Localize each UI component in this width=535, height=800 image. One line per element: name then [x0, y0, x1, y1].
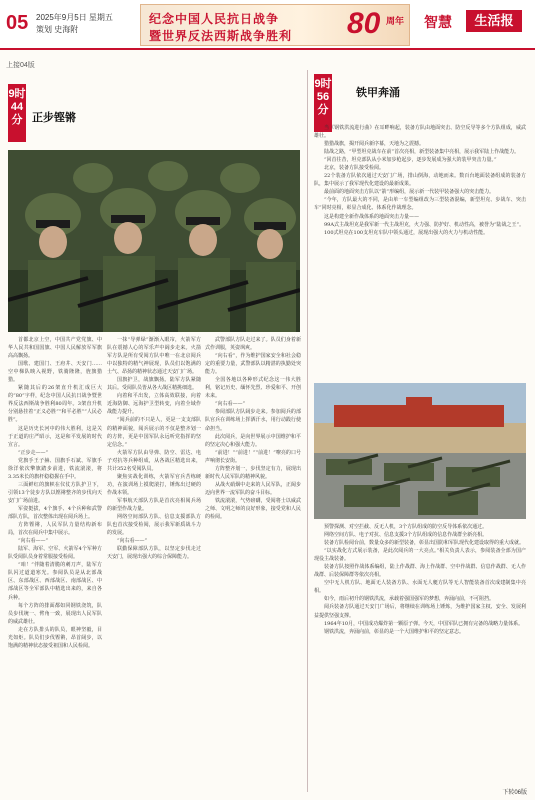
paragraph: “向右看——” — [18, 538, 49, 545]
paragraph: 方阵铿锵，人民军队力量结构新布局，首次在阅兵中集中展示。 — [8, 522, 102, 537]
banner-line1: 纪念中国人民抗日战争 — [149, 12, 280, 26]
paragraph: 空中无人机方队、地面无人装备方队、水面无人艇方队等无人智能装备首次成建制集中亮相。 — [314, 580, 526, 595]
paragraph: 参阅部队方队阔步走来。参加阅兵的部队官兵在训练场上挥洒汗水，用行动践行使命担当。 — [205, 409, 301, 432]
paragraph: “以实战化方式展示装备，是此次阅兵的一大亮点。”相关负责人表示，参阅装备全部为国产现役主战装备。 — [314, 548, 526, 563]
right-article-top — [314, 124, 526, 380]
paragraph: 走在方队排头的队员，眼神坚毅，目光如炬。队员们步伐铿锵，昂首阔步，以饱满的精神状态接受祖国和人民检阅。 — [8, 626, 102, 649]
paragraph: 党旗手王子赫、国旗手石斌、军旗手徐洋依次擎旗踏步前进，铁流滚滚，将3.35米长的旗杆稳稳握在手中。 — [8, 457, 102, 480]
paragraph: 国旗护卫，战旗飘扬。陆军方队紧随其后。受阅队员皆从各大战区精挑细选。 — [107, 377, 201, 392]
time-label-left: 9时44分 — [8, 84, 26, 142]
paragraph: 此次阅兵，是向世界展示中国维护和平的坚定决心和强大能力。 — [205, 433, 301, 448]
paragraph: “向右看——” — [117, 538, 148, 545]
tanks-illustration — [314, 383, 526, 519]
paragraph: 向着和平出发，立体高效联接，向着近海防御、远海护卫型转变，向着全域作战能力提升。 — [107, 393, 201, 416]
continued-note: 下转06版 — [502, 790, 527, 796]
paragraph: 每个方阵的排面都如同钢铁浇筑，队员步伐统一、臂角一致，展现出人民军队的威武雄壮。 — [8, 602, 102, 625]
paragraph: 三面鲜红的旗帜在仪仗方队护卫下，引领13个徒步方队以铿锵整齐的步伐向天安门广场前进。 — [8, 481, 102, 504]
anniversary-banner — [140, 4, 410, 46]
headline-right: 铁甲奔涌 — [356, 87, 400, 99]
paragraph: 陆军、海军、空军、火箭军4个军种方队受阅队员身着常服接受检阅。 — [8, 546, 102, 561]
paragraph: 北京，装备方队接受检阅。 — [324, 165, 385, 172]
dateline — [36, 12, 113, 36]
paragraph: “今年，方队最大的不同，是由单一车型编组改为三型装备混编，新型坦克、步战车、突击车”同时亮相，彰显合成化、体系化作战理念。 — [314, 197, 526, 212]
paragraph: “向右看——” — [215, 401, 246, 408]
paragraph: “回首往昔，坦克部队从小米加步枪起步，逐步发展成为强大的装甲突击力量。” — [324, 157, 497, 164]
date: 2025年9月5日 星期五 — [36, 13, 113, 22]
paragraph: 从战火硝烟中走来的人民军队，正阔步迈向世界一流军队的奋斗目标。 — [205, 481, 301, 496]
paragraph: 100式坦克在100支坦克车队中领头通过，展现出强大的火力与机动性能。 — [324, 229, 489, 236]
paragraph: 99A式主战坦克是我军新一代主战坦克，火力强、防护好、机动性高，被誉为“陆战之王”。 — [324, 221, 525, 228]
paragraph: 聚焦实战化训练，火箭军官兵苦练硬功，在演训场上摸爬滚打，锤炼出过硬的作战本领。 — [107, 473, 201, 496]
brand-left: 智慧 — [424, 14, 452, 30]
paragraph: 最前面的地面突击方队以“箭”形编组，展示新一代装甲装备强大的突击能力。 — [324, 189, 495, 196]
paragraph: 陆战之路，“甲型坦克战车在前”首次亮相，新型装备集中亮相，展示我军陆上作战能力。 — [324, 149, 520, 156]
paragraph: 装备方队按照作战体系编组，陆上作战群、海上作战群、空中作战群、信息作战群、无人作战群、后装保障群等依次亮相。 — [314, 564, 526, 579]
left-article-column-2 — [107, 336, 201, 794]
paragraph: 装备方队检阅台前，数量众多的新型装备，彰显出国防和军队现代化建设取得的重大成就。 — [324, 540, 525, 547]
banner-suffix: 周年 — [386, 16, 405, 26]
paragraph: 这是构建全新作战体系的地面突击力量—— — [324, 213, 420, 220]
paragraph: 联勤保障部队方队，以坚定步伐走过天安门，展现出强大的综合保障能力。 — [107, 546, 201, 561]
paragraph: “正步走——” — [18, 449, 49, 456]
left-article-column-1 — [8, 336, 102, 794]
paragraph: 铁流滚滚，气势磅礴，受阅将士以威武之师、文明之师的良好形象，接受党和人民的检阅。 — [205, 497, 301, 521]
paragraph: 方阵整齐划一，步伐坚定有力，展现出新时代人民军队的精神风貌。 — [205, 465, 301, 480]
paragraph: “阅兵前的不只是人，更是一支支部队的精神面貌，阅兵展示的不仅是整齐划一的方阵，更是中国军队永远听党指挥的坚定信念。” — [107, 417, 201, 448]
paragraph: 紧随其后的26架直升机汇成巨大的“80”字样，纪念中国人民抗日战争暨世界反法西斯战争胜利80周年。3架直升机分别悬挂着“正义必胜”“和平必胜”“人民必胜”。 — [8, 385, 102, 424]
headline-left: 正步铿锵 — [32, 112, 76, 124]
paragraph: 武警部队方队走过来了。队员们身着新式作训服，英姿飒爽。 — [205, 337, 301, 352]
banner-number: 80 — [347, 7, 381, 40]
paragraph: 网络空间方队、电子对抗、信息支援3个方队组成的信息作战群全新亮相。 — [324, 532, 488, 539]
paragraph: 一抹“导弹绿”渐渐入眼帘，火箭军方队在震撼人心的军乐声中阔步走来。火箭军方队是所有受阅方队中唯一在北京阅兵中以独特的精气神展现，队员们以饱满的士气、昂扬的精神状态通过天安门广场。 — [107, 337, 201, 376]
paragraph: 当《钢铁洪流进行曲》在耳畔响起，装备方队由地面突击、防空反导等多个方队组成，威武雄壮。 — [314, 125, 526, 140]
brand-logo: 生活报 — [466, 10, 522, 32]
banner-line2: 暨世界反法西斯战争胜利 — [149, 29, 293, 43]
paragraph: 预警探测、对空拦截、反无人机，3个方队组成的防空反导体系依次通过。 — [324, 524, 488, 530]
paragraph: 首都北京上空，中国共产党党旗、中华人民共和国国旗、中国人民解放军军旗高高飘扬。 — [8, 337, 102, 360]
paragraph: 这是历史长河中的伟大胜利，这是关于正道的庄严昭示，这是和平发展的时代宣言。 — [8, 425, 102, 448]
page-number: 05 — [6, 12, 29, 34]
column-divider — [307, 70, 308, 792]
paragraph: “前进！”“前进！”“前进！”嘹亮的口号声响彻长安街。 — [205, 449, 301, 464]
paragraph: 钢铁洪流，奔涌向前，彰显的是一个大国维护和平的坚定意志。 — [324, 628, 465, 635]
tanks-photo — [314, 383, 526, 519]
time-label-right: 9时56分 — [314, 74, 332, 132]
paragraph: “咱！”伴随着清脆的刺刀声，陆军方队闪过道道寒光。参阅队员是从北部战区、东部战区、西部战区、南部战区、中部战区等全军部队中精选出来的，来自各兵种。 — [8, 562, 102, 601]
paragraph: “向右看”，作为维护国家安全和社会稳定的重要力量，武警部队以精湛的执勤处突能力。 — [205, 353, 301, 376]
paragraph: 阅兵装备方队通过天安门广场后，将继续在训练场上锤炼，为维护国家主权、安全、发展利益提供坚强支撑。 — [314, 604, 526, 619]
paragraph: 军姿挺拔，4个旗手、4个兵种和武警部队方队，首次整体出现在阅兵场上。 — [8, 505, 102, 521]
paragraph: 军事航天部队方队是首次亮相阅兵场的新型作战力量。 — [107, 497, 201, 512]
paragraph: 全国各地以各种形式纪念这一伟大胜利，铭记历史、缅怀先烈、珍爱和平、开创未来。 — [205, 377, 301, 400]
paragraph: 1964年10月，中国成功爆炸第一颗原子弹。今天，中国军队已拥有完备的战略力量体系。 — [324, 620, 524, 627]
paragraph: 火箭军方队由导弹、防空、雷达、电子对抗等兵种组成，从各战区精选出来，共计352名受阅队员。 — [107, 449, 201, 472]
editors: 策划 史海附 — [36, 25, 79, 34]
paragraph: 猎猎战旗，揭开阅兵新序幕，天地为之震撼。 — [324, 141, 425, 148]
left-article-column-3 — [205, 336, 301, 794]
paragraph: 22个装备方队依次通过天安门广场，排山倒海，动地而来。数百台地面装备组成的装备方队，集中展示了我军现代化建设的最新成果。 — [314, 173, 526, 188]
right-article-bottom — [314, 523, 526, 785]
masthead — [0, 0, 535, 50]
paragraph: 国歌、建国门、王府井、天安门……空中梯队映入视野，铁骑隆隆，旌旗猎猎。 — [8, 361, 102, 384]
soldiers-illustration — [8, 150, 300, 332]
paragraph: 网络空间部队方队、信息支援部队方队也首次接受检阅，展示我军新质战斗力的发展。 — [107, 514, 201, 537]
soldiers-photo — [8, 150, 300, 332]
edition-note: 上接04版 — [6, 62, 35, 69]
paragraph: 如今，雨后初升的钢铁洪流，承载着强国强军的梦想，奔涌向前，不可阻挡。 — [324, 596, 495, 603]
